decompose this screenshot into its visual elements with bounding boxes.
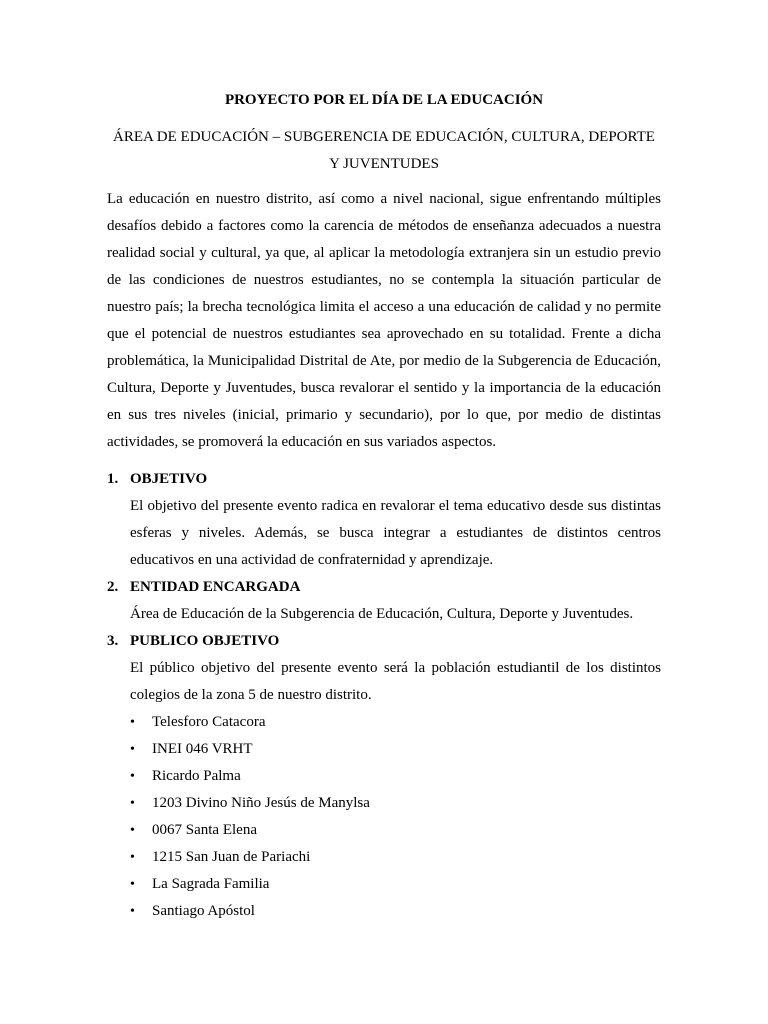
bullet-icon: • [130, 877, 135, 892]
section-title: PUBLICO OBJETIVO [130, 633, 280, 649]
bullet-icon: • [130, 850, 135, 865]
school-name: La Sagrada Familia [152, 876, 270, 892]
section-heading [107, 628, 661, 655]
section-heading [107, 466, 661, 493]
bullet-icon: • [130, 769, 135, 784]
list-item [130, 817, 661, 844]
section-heading [107, 574, 661, 601]
school-list [130, 709, 661, 925]
school-name: 1215 San Juan de Pariachi [152, 849, 311, 865]
list-item [130, 898, 661, 925]
bullet-icon: • [130, 796, 135, 811]
school-name: 0067 Santa Elena [152, 822, 257, 838]
section-body: El público objetivo del presente evento será la población estudiantil de los distintos colegios de la zona 5 de nuestro distrito. [130, 660, 661, 703]
list-item [130, 736, 661, 763]
list-item [130, 871, 661, 898]
bullet-icon: • [130, 904, 135, 919]
document-page [107, 86, 661, 925]
section-title: ENTIDAD ENCARGADA [130, 579, 301, 595]
school-name: INEI 046 VRHT [152, 741, 253, 757]
section-entidad-encargada [107, 574, 661, 628]
section-body: Área de Educación de la Subgerencia de Educación, Cultura, Deporte y Juventudes. [130, 606, 634, 622]
list-item [130, 844, 661, 871]
section-number: 3. [107, 633, 119, 649]
bullet-icon: • [130, 715, 135, 730]
list-item [130, 763, 661, 790]
bullet-icon: • [130, 742, 135, 757]
school-name: Santiago Apóstol [152, 903, 255, 919]
school-name: 1203 Divino Niño Jesús de Manylsa [152, 795, 370, 811]
list-item [130, 790, 661, 817]
section-title: OBJETIVO [130, 471, 208, 487]
school-name: Telesforo Catacora [152, 714, 266, 730]
document-subtitle: ÁREA DE EDUCACIÓN – SUBGERENCIA DE EDUCACIÓN, CULTURA, DEPORTE Y JUVENTUDES [113, 129, 655, 172]
intro-paragraph: La educación en nuestro distrito, así como a nivel nacional, sigue enfrentando múltiples desafíos debido a factores como la carencia de métodos de enseñanza adecuados a nuestra realidad social y cultural, ya que, al aplicar la metodología extranjera sin un estudio previo de las condiciones de nuestros estudiantes, no se contempla la situación particular de nuestro país; la brecha tecnológica limita el acceso a una educación de calidad y no permite que el potencial de nuestros estudiantes sea aprovechado en su totalidad. Frente a dicha problemática, la Municipalidad Distrital de Ate, por medio de la Subgerencia de Educación, Cultura, Deporte y Juventudes, busca revalorar el sentido y la importancia de la educación en sus tres niveles (inicial, primario y secundario), por lo que, por medio de distintas actividades, se promoverá la educación en sus variados aspectos. [107, 191, 661, 450]
section-number: 2. [107, 579, 119, 595]
section-publico-objetivo [107, 628, 661, 925]
section-objetivo [107, 466, 661, 574]
list-item [130, 709, 661, 736]
school-name: Ricardo Palma [152, 768, 241, 784]
section-body: El objetivo del presente evento radica en revalorar el tema educativo desde sus distintas esferas y niveles. Además, se busca integrar a estudiantes de distintos centros educativos en una actividad de confraternidad y aprendizaje. [130, 498, 661, 568]
document-title: PROYECTO POR EL DÍA DE LA EDUCACIÓN [224, 92, 544, 108]
bullet-icon: • [130, 823, 135, 838]
section-number: 1. [107, 471, 119, 487]
